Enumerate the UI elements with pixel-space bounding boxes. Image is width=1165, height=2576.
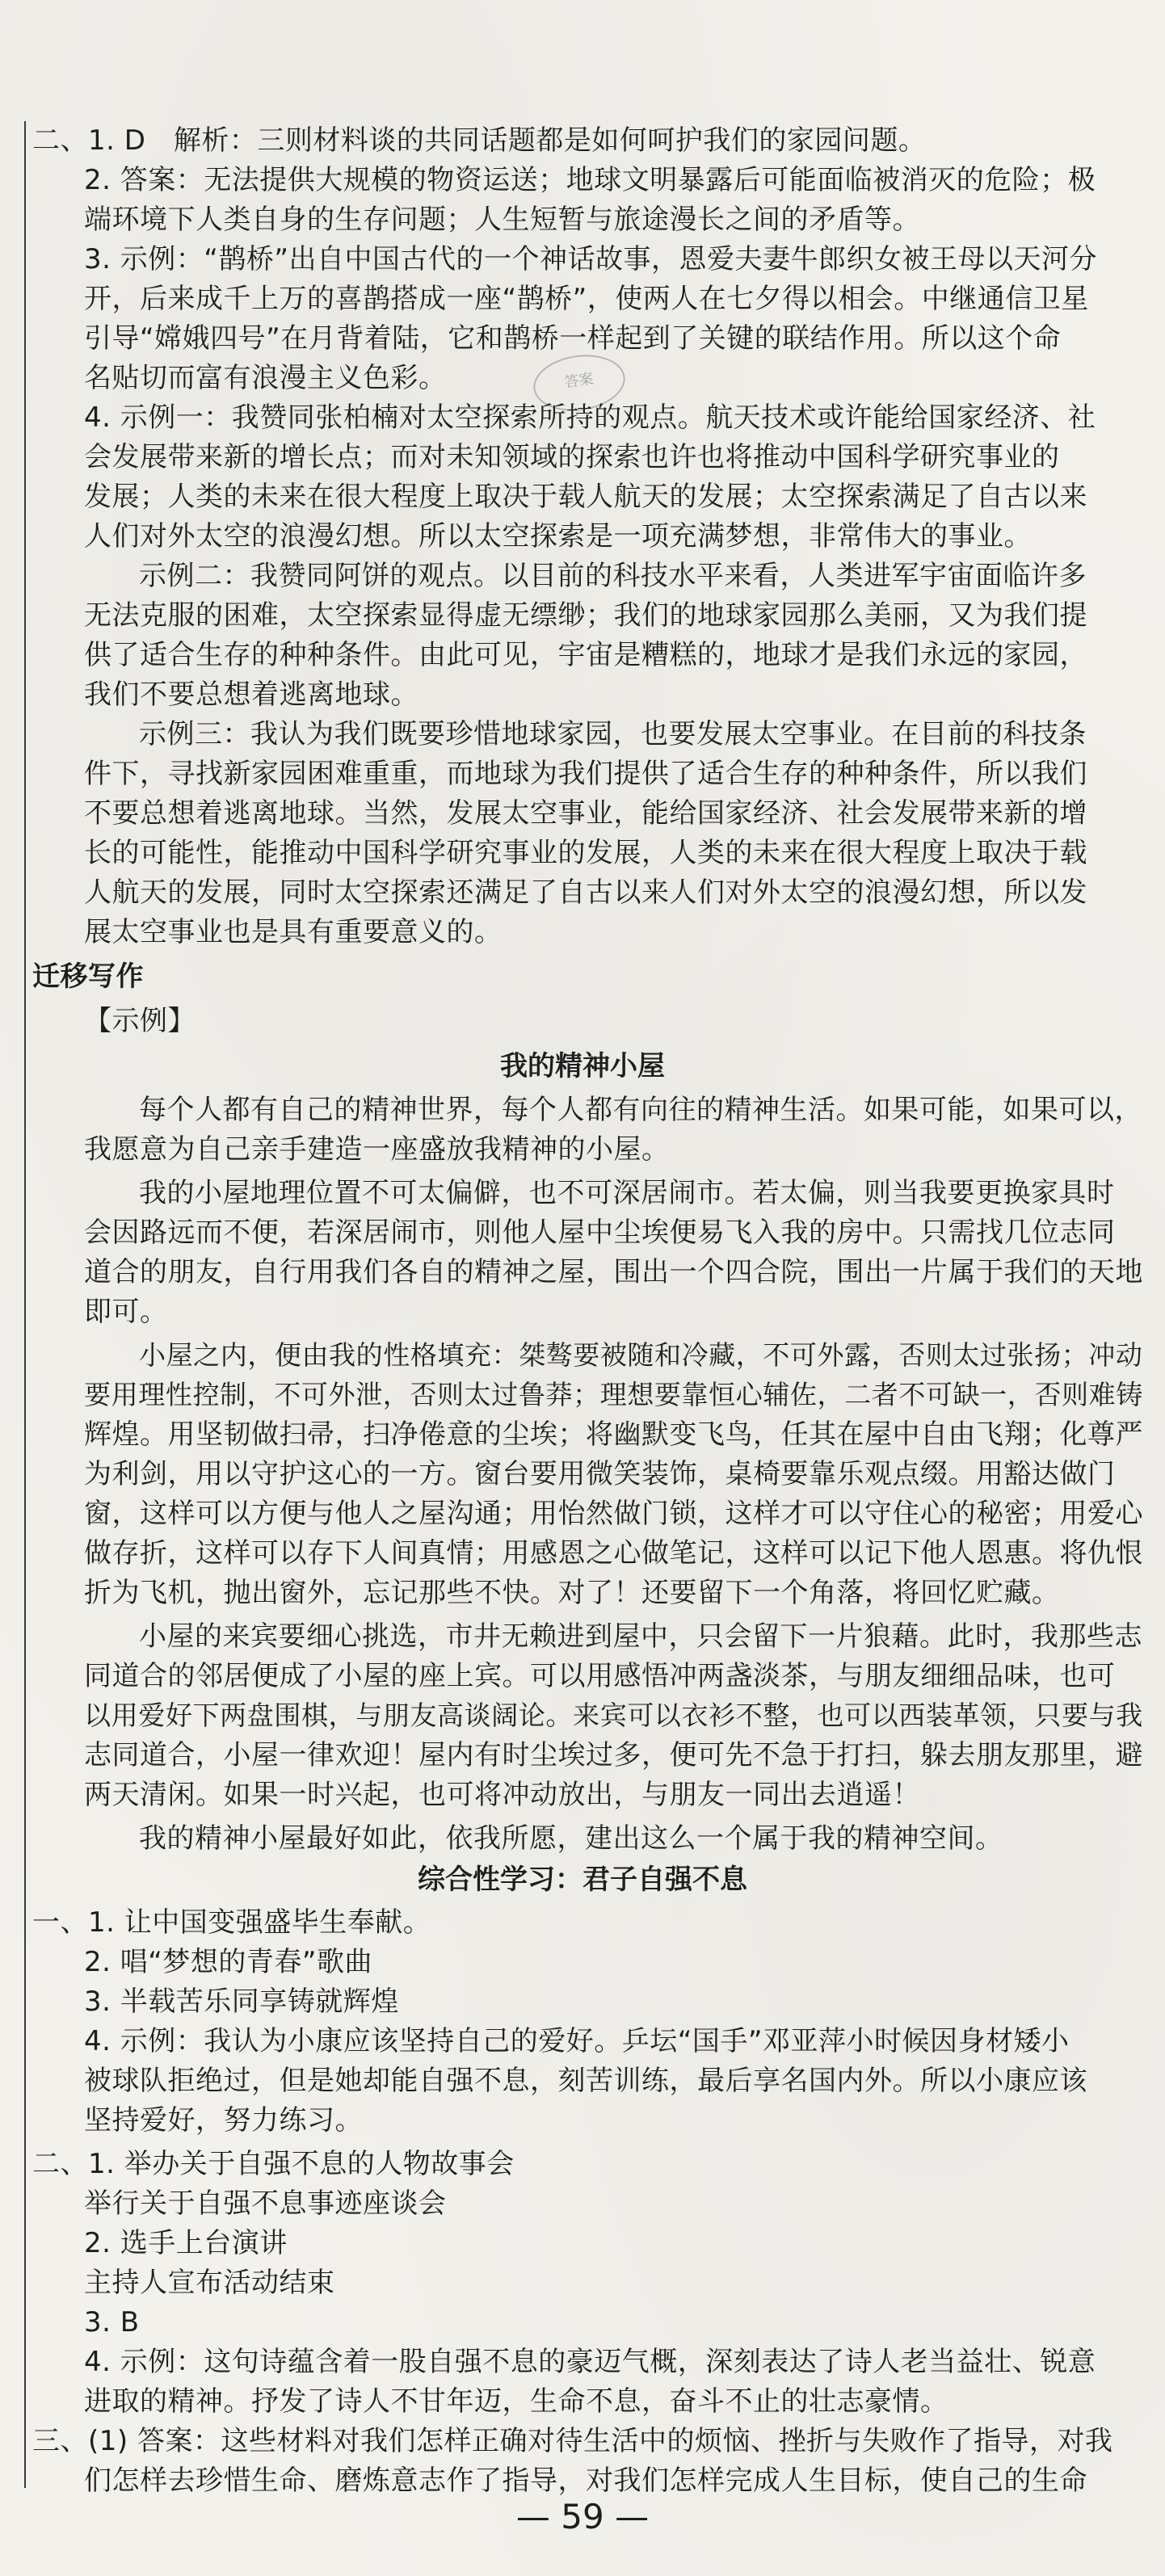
text-line: 3. B	[84, 2306, 140, 2339]
essay-line: 折为飞机，抛出窗外，忘记那些不快。对了！还要留下一个角落，将回忆贮藏。	[84, 1577, 1060, 1609]
text-line: 二、1. D 解析：三则材料谈的共同话题都是如何呵护我们的家园问题。	[32, 124, 927, 157]
text-line: 开，后来成千上万的喜鹊搭成一座“鹊桥”，使两人在七夕得以相会。中继通信卫星	[84, 283, 1089, 315]
text-line: 4. 示例：这句诗蕴含着一股自强不息的豪迈气概，深刻表达了诗人老当益壮、锐意	[84, 2346, 1096, 2378]
text-line: 们怎样去珍惜生命、磨炼意志作了指导，对我们怎样完成人生目标，使自己的生命	[84, 2465, 1087, 2497]
text-line: 端环境下人类自身的生存问题；人生短暂与旅途漫长之间的矛盾等。	[84, 204, 920, 236]
text-line: 会发展带来新的增长点；而对未知领域的探索也许也将推动中国科学研究事业的	[84, 441, 1060, 473]
text-line: 引导“嫦娥四号”在月背着陆，它和鹊桥一样起到了关键的联结作用。所以这个命	[84, 322, 1062, 355]
essay-line: 两天清闲。如果一时兴起，也可将冲动放出，与朋友一同出去逍遥！	[84, 1779, 920, 1811]
text-line: 坚持爱好，努力练习。	[84, 2104, 363, 2137]
text-line: 进取的精神。抒发了诗人不甘年迈，生命不息，奋斗不止的壮志豪情。	[84, 2385, 948, 2418]
essay-title: 我的精神小屋	[500, 1050, 665, 1082]
text-line: 被球队拒绝过，但是她却能自强不息，刻苦训练，最后享名国内外。所以小康应该	[84, 2065, 1087, 2097]
text-line: 示例二：我赞同阿饼的观点。以目前的科技水平来看，人类进军宇宙面临许多	[139, 560, 1087, 592]
text-line: 2. 答案：无法提供大规模的物资运送；地球文明暴露后可能面临被消灭的危险；极	[84, 164, 1096, 196]
essay-line: 我愿意为自己亲手建造一座盛放我精神的小屋。	[84, 1133, 670, 1166]
essay-line: 要用理性控制，不可外泄，否则太过鲁莽；理想要靠恒心辅佐，二者不可缺一，否则难铸	[84, 1379, 1143, 1410]
text-line: 主持人宣布活动结束	[84, 2267, 335, 2299]
text-line: 我们不要总想着逃离地球。	[84, 679, 418, 711]
text-line: 2. 选手上台演讲	[84, 2227, 288, 2259]
text-line: 不要总想着逃离地球。当然，发展太空事业，能给国家经济、社会发展带来新的增	[84, 797, 1087, 830]
text-line: 人航天的发展，同时太空探索还满足了自古以来人们对外太空的浪漫幻想，所以发	[84, 876, 1087, 909]
text-line: 举行关于自强不息事迹座谈会	[84, 2187, 447, 2220]
essay-line: 辉煌。用坚韧做扫帚，扫净倦意的尘埃；将幽默变飞鸟，任其在屋中自由飞翔；化尊严	[84, 1418, 1143, 1451]
essay-line: 即可。	[84, 1296, 168, 1328]
left-margin-rule	[24, 121, 26, 2488]
essay-line: 每个人都有自己的精神世界，每个人都有向往的精神生活。如果可能，如果可以，	[139, 1094, 1142, 1126]
section-title: 综合性学习：君子自强不息	[418, 1864, 747, 1896]
text-line: 供了适合生存的种种条件。由此可见，宇宙是糟糕的，地球才是我们永远的家园，	[84, 639, 1087, 671]
essay-line: 我的精神小屋最好如此，依我所愿，建出这么一个属于我的精神空间。	[139, 1822, 1003, 1855]
essay-line: 会因路远而不便，若深居闹市，则他人屋中尘埃便易飞入我的房中。只需找几位志同	[84, 1217, 1116, 1249]
text-line: 人们对外太空的浪漫幻想。所以太空探索是一项充满梦想，非常伟大的事业。	[84, 520, 1032, 553]
text-line: 件下，寻找新家园困难重重，而地球为我们提供了适合生存的种种条件，所以我们	[84, 758, 1087, 790]
essay-line: 以用爱好下两盘围棋，与朋友高谈阔论。来宾可以衣衫不整，也可以西装革领，只要与我	[84, 1700, 1143, 1731]
essay-line: 小屋之内，便由我的性格填充：桀骜要被随和冷藏，不可外露，否则太过张扬；冲动	[139, 1339, 1143, 1371]
text-line: 示例三：我认为我们既要珍惜地球家园，也要发展太空事业。在目前的科技条	[139, 718, 1087, 750]
text-line: 3. 半载苦乐同享铸就辉煌	[84, 1986, 399, 2018]
text-line: 长的可能性，能推动中国科学研究事业的发展，人类的未来在很大程度上取决于载	[84, 837, 1087, 869]
essay-line: 道合的朋友，自行用我们各自的精神之屋，围出一个四合院，围出一片属于我们的天地	[84, 1256, 1143, 1288]
essay-line: 做存折，这样可以存下人间真情；用感恩之心做笔记，这样可以记下他人恩惠。将仇恨	[84, 1537, 1143, 1570]
text-line: 展太空事业也是具有重要意义的。	[84, 916, 503, 948]
text-line: 发展；人类的未来在很大程度上取决于载人航天的发展；太空探索满足了自古以来	[84, 481, 1087, 513]
example-label: 【示例】	[84, 1005, 196, 1037]
text-line: 三、(1) 答案：这些材料对我们怎样正确对待生活中的烦恼、挫折与失败作了指导，对我	[32, 2425, 1113, 2457]
essay-line: 我的小屋地理位置不可太偏僻，也不可深居闹市。若太偏，则当我要更换家具时	[139, 1177, 1115, 1209]
essay-line: 窗，这样可以方便与他人之屋沟通；用怡然做门锁，这样才可以守住心的秘密；用爱心	[84, 1498, 1143, 1530]
text-line: 4. 示例一：我赞同张柏楠对太空探索所持的观点。航天技术或许能给国家经济、社	[84, 401, 1096, 434]
faint-stamp: 答案	[530, 349, 629, 416]
text-line: 2. 唱“梦想的青春”歌曲	[84, 1946, 372, 1978]
essay-line: 同道合的邻居便成了小屋的座上宾。可以用感悟冲两盏淡茶，与朋友细细品味，也可	[84, 1660, 1116, 1692]
essay-line: 小屋的来宾要细心挑选，市井无赖进到屋中，只会留下一片狼藉。此时，我那些志	[139, 1620, 1142, 1653]
essay-line: 为利剑，用以守护这心的一方。窗台要用微笑装饰，桌椅要靠乐观点缀。用豁达做门	[84, 1458, 1116, 1490]
text-line: 4. 示例：我认为小康应该坚持自己的爱好。乒坛“国手”邓亚萍小时候因身材矮小	[84, 2025, 1070, 2057]
section-heading: 迁移写作	[32, 960, 144, 993]
text-line: 3. 示例：“鹊桥”出自中国古代的一个神话故事，恩爱夫妻牛郎织女被王母以天河分	[84, 243, 1097, 275]
text-line: 一、1. 让中国变强盛毕生奉献。	[32, 1906, 431, 1939]
text-line: 名贴切而富有浪漫主义色彩。	[84, 362, 447, 394]
page-number: — 59 —	[515, 2497, 650, 2536]
text-line: 无法克服的困难，太空探索显得虚无缥缈；我们的地球家园那么美丽，又为我们提	[84, 599, 1087, 632]
text-line: 二、1. 举办关于自强不息的人物故事会	[32, 2148, 515, 2180]
essay-line: 志同道合，小屋一律欢迎！屋内有时尘埃过多，便可先不急于打扫，躲去朋友那里，避	[84, 1739, 1143, 1771]
